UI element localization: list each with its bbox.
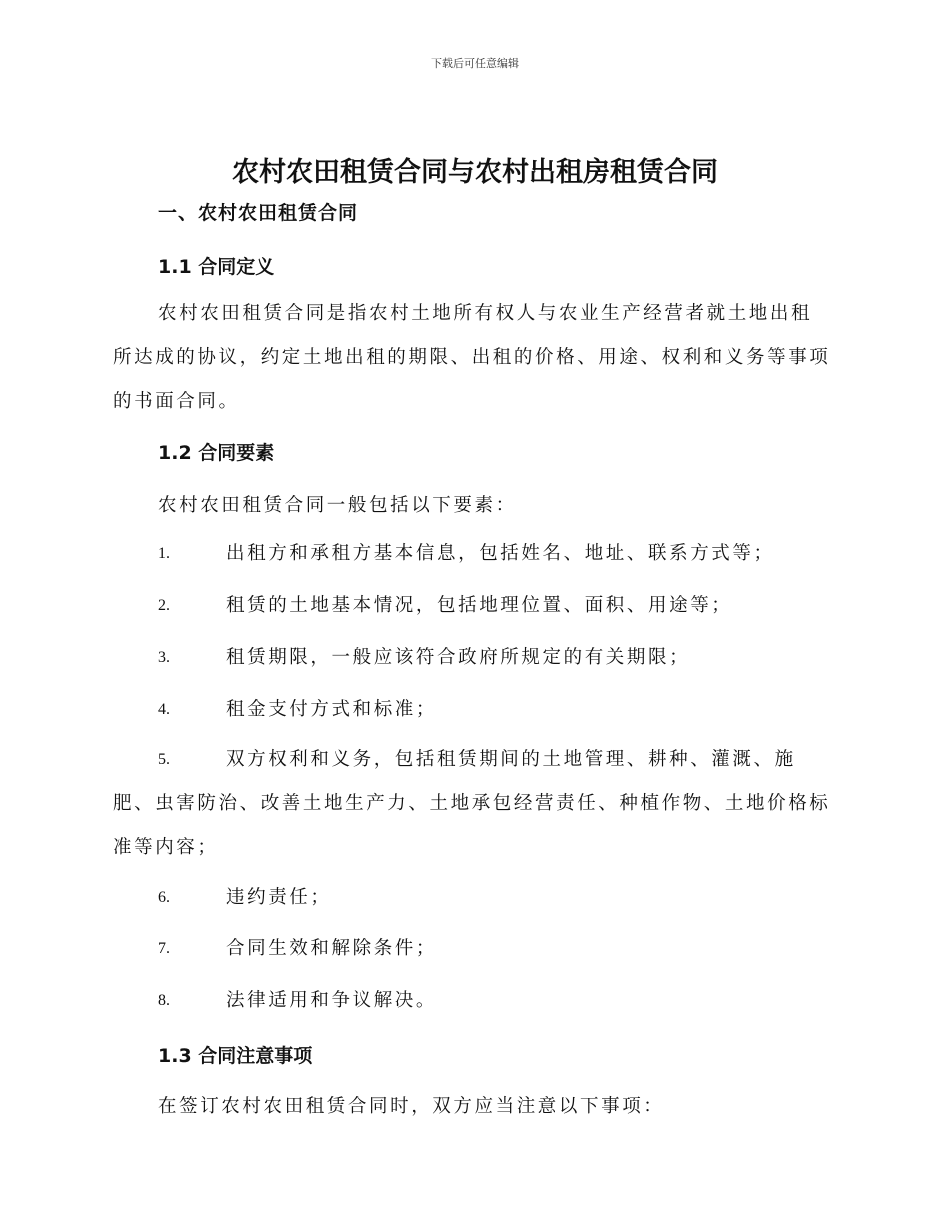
list-item-text: 双方权利和义务，包括租赁期间的土地管理、耕种、灌溉、施肥、虫害防治、改善土地生产力、土地承包经营责任、种植作物、土地价格标准等内容； <box>113 749 831 858</box>
list-item <box>113 979 833 1023</box>
section-1-1-heading: 1.1 合同定义 <box>158 256 275 278</box>
list-item <box>113 532 833 576</box>
list-item-text: 合同生效和解除条件； <box>226 938 438 959</box>
list-item-text: 法律适用和争议解决。 <box>226 990 438 1011</box>
list-item-number: 3. <box>158 649 170 666</box>
section-1-3-heading: 1.3 合同注意事项 <box>158 1045 313 1067</box>
section-1-heading: 一、农村农田租赁合同 <box>158 202 359 224</box>
list-item-number: 6. <box>158 889 170 906</box>
list-item-number: 8. <box>158 992 170 1009</box>
section-1-3-intro: 在签订农村农田租赁合同时，双方应当注意以下事项： <box>158 1096 665 1117</box>
list-item <box>113 738 833 870</box>
list-item-text: 违约责任； <box>226 887 332 908</box>
list-item <box>113 876 833 920</box>
list-item-text: 出租方和承租方基本信息，包括姓名、地址、联系方式等； <box>226 543 775 564</box>
list-item-number: 5. <box>158 751 170 768</box>
list-item-text: 租金支付方式和标准； <box>226 699 438 720</box>
list-item-text: 租赁的土地基本情况，包括地理位置、面积、用途等； <box>226 595 733 616</box>
header-note: 下载后可任意编辑 <box>431 57 519 70</box>
list-item <box>113 636 833 680</box>
list-item-text: 租赁期限，一般应该符合政府所规定的有关期限； <box>226 647 691 668</box>
list-item <box>113 927 833 971</box>
list-item-number: 7. <box>158 940 170 957</box>
document-title: 农村农田租赁合同与农村出租房租赁合同 <box>232 157 718 188</box>
list-item <box>113 688 833 732</box>
list-item-number: 4. <box>158 701 170 718</box>
section-1-2-intro: 农村农田租赁合同一般包括以下要素： <box>158 495 517 516</box>
section-1-1-paragraph: 农村农田租赁合同是指农村土地所有权人与农业生产经营者就土地出租所达成的协议，约定土地出租的期限、出租的价格、用途、权利和义务等事项的书面合同。 <box>113 303 831 412</box>
section-1-2-heading: 1.2 合同要素 <box>158 442 275 464</box>
list-item <box>113 584 833 628</box>
list-item-number: 2. <box>158 597 170 614</box>
list-item-number: 1. <box>158 545 170 562</box>
